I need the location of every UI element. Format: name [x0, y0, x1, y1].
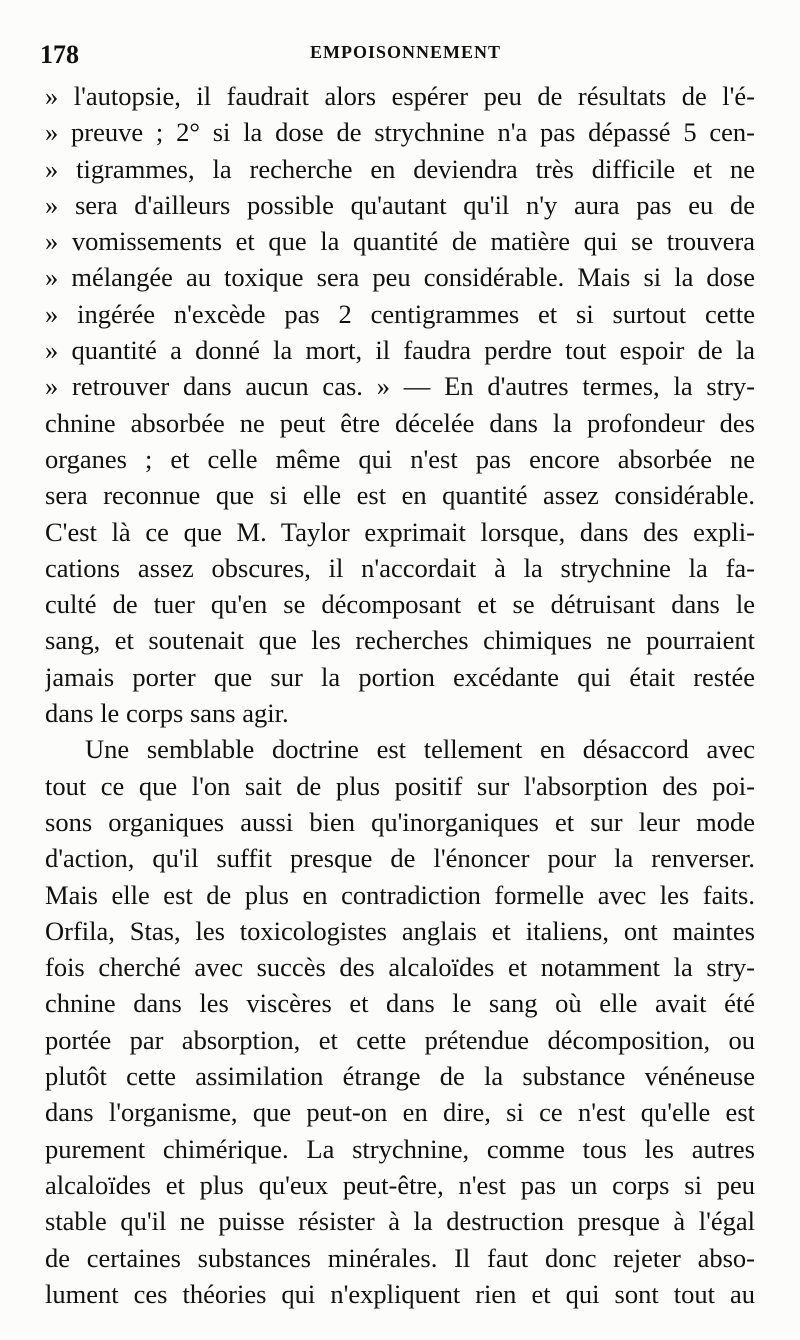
text-line: » quantité a donné la mort, il faudra perdre tout espoir de la: [45, 335, 755, 366]
text-line: alcaloïdes et plus qu'eux peut-être, n'est pas un corps si peu: [45, 1169, 755, 1200]
text-line: sang, et soutenait que les recherches chimiques ne pourraient: [45, 625, 755, 656]
text-line: » sera d'ailleurs possible qu'autant qu'il n'y aura pas eu de: [45, 189, 755, 220]
text-line: » l'autopsie, il faudrait alors espérer peu de résultats de l'é-: [45, 81, 755, 111]
text-line: cations assez obscures, il n'accordait à la strychnine la fa-: [45, 552, 755, 583]
text-line: dans l'organisme, que peut-on en dire, si ce n'est qu'elle est: [45, 1097, 755, 1128]
text-line: sons organiques aussi bien qu'inorganiques et sur leur mode: [45, 806, 755, 837]
page-header: [40, 38, 760, 68]
text-line: Mais elle est de plus en contradiction formelle avec les faits.: [45, 879, 755, 910]
text-line: C'est là ce que M. Taylor exprimait lorsque, dans des expli-: [45, 516, 755, 547]
text-line: » vomissements et que la quantité de matière qui se trouvera: [45, 226, 755, 257]
running-title: EMPOISONNEMENT: [310, 42, 502, 62]
text-line: » mélangée au toxique sera peu considérable. Mais si la dose: [45, 262, 755, 293]
body-text: [45, 78, 755, 1312]
text-line: de certaines substances minérales. Il faut donc rejeter abso-: [45, 1242, 755, 1273]
page-number: 178: [40, 40, 79, 69]
text-line: tout ce que l'on sait de plus positif sur l'absorption des poi-: [45, 770, 755, 801]
text-line: portée par absorption, et cette prétendue décomposition, ou: [45, 1024, 755, 1055]
text-line: chnine dans les viscères et dans le sang où elle avait été: [45, 988, 755, 1019]
text-line: Orfila, Stas, les toxicologistes anglais et italiens, ont maintes: [45, 915, 755, 946]
text-line: d'action, qu'il suffit presque de l'énoncer pour la renverser.: [45, 843, 755, 874]
text-line: » tigrammes, la recherche en deviendra très difficile et ne: [45, 153, 755, 184]
text-line: fois cherché avec succès des alcaloïdes et notamment la stry-: [45, 952, 755, 983]
paragraph-end-line: dans le corps sans agir.: [45, 698, 289, 729]
text-line: » retrouver dans aucun cas. » — En d'autres termes, la stry-: [45, 371, 755, 402]
text-line: chnine absorbée ne peut être décelée dans la profondeur des: [45, 407, 755, 438]
text-line: purement chimérique. La strychnine, comme tous les autres: [45, 1133, 755, 1164]
text-line: organes ; et celle même qui n'est pas encore absorbée ne: [45, 443, 755, 474]
text-line: jamais porter que sur la portion excédante qui était restée: [45, 661, 755, 692]
text-line: » ingérée n'excède pas 2 centigrammes et si surtout cette: [45, 298, 755, 329]
text-line: stable qu'il ne puisse résister à la destruction presque à l'égal: [45, 1206, 755, 1237]
text-line: sera reconnue que si elle est en quantité assez considérable.: [45, 480, 755, 511]
text-line: plutôt cette assimilation étrange de la substance vénéneuse: [45, 1061, 755, 1092]
paragraph-start-line: Une semblable doctrine est tellement en désaccord avec: [85, 734, 755, 765]
text-line: » preuve ; 2° si la dose de strychnine n'a pas dépassé 5 cen-: [45, 117, 755, 148]
text-line: culté de tuer qu'en se décomposant et se détruisant dans le: [45, 589, 755, 620]
text-line: lument ces théories qui n'expliquent rien et qui sont tout au: [45, 1278, 755, 1309]
